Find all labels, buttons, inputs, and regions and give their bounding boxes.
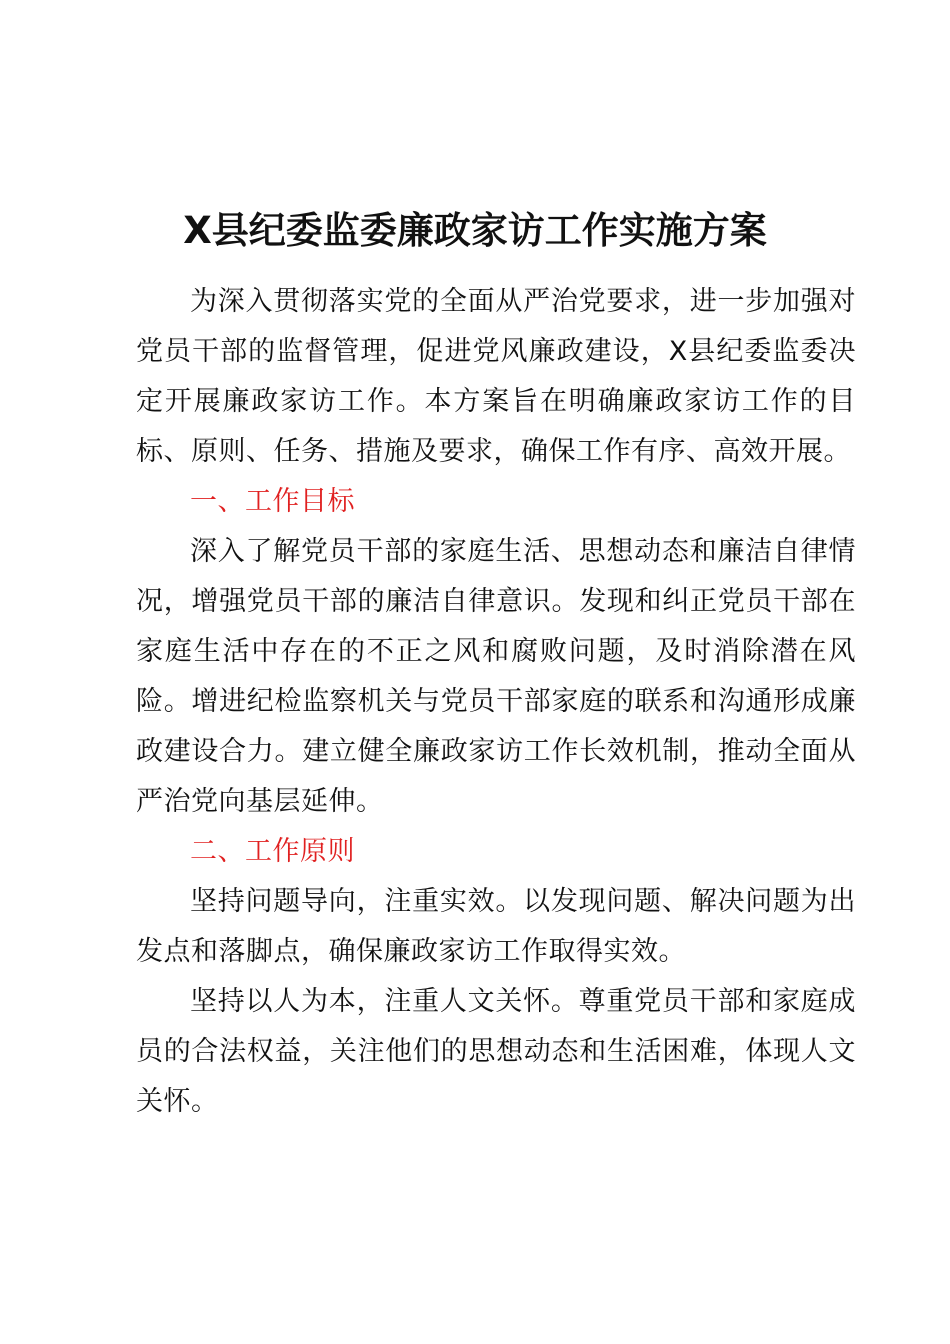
principle-paragraph-2: 坚持以人为本，注重人文关怀。尊重党员干部和家庭成员的合法权益，关注他们的思想动态和生活困难，体现人文关怀。 (136, 986, 856, 1117)
section-heading-principles: 二、工作原则 (190, 836, 355, 867)
document-body (136, 277, 856, 1127)
intro-paragraph: 为深入贯彻落实党的全面从严治党要求，进一步加强对党员干部的监督管理，促进党风廉政建设，X县纪委监委决定开展廉政家访工作。本方案旨在明确廉政家访工作的目标、原则、任务、措施及要求，确保工作有序、高效开展。 (136, 286, 856, 467)
section-heading-goals: 一、工作目标 (190, 486, 355, 517)
goals-paragraph: 深入了解党员干部的家庭生活、思想动态和廉洁自律情况，增强党员干部的廉洁自律意识。发现和纠正党员干部在家庭生活中存在的不正之风和腐败问题，及时消除潜在风险。增进纪检监察机关与党员干部家庭的联系和沟通形成廉政建设合力。建立健全廉政家访工作长效机制，推动全面从严治党向基层延伸。 (136, 536, 856, 817)
principle-paragraph-1: 坚持问题导向，注重实效。以发现问题、解决问题为出发点和落脚点，确保廉政家访工作取得实效。 (136, 886, 856, 967)
document-title: X县纪委监委廉政家访工作实施方案 (183, 209, 767, 252)
